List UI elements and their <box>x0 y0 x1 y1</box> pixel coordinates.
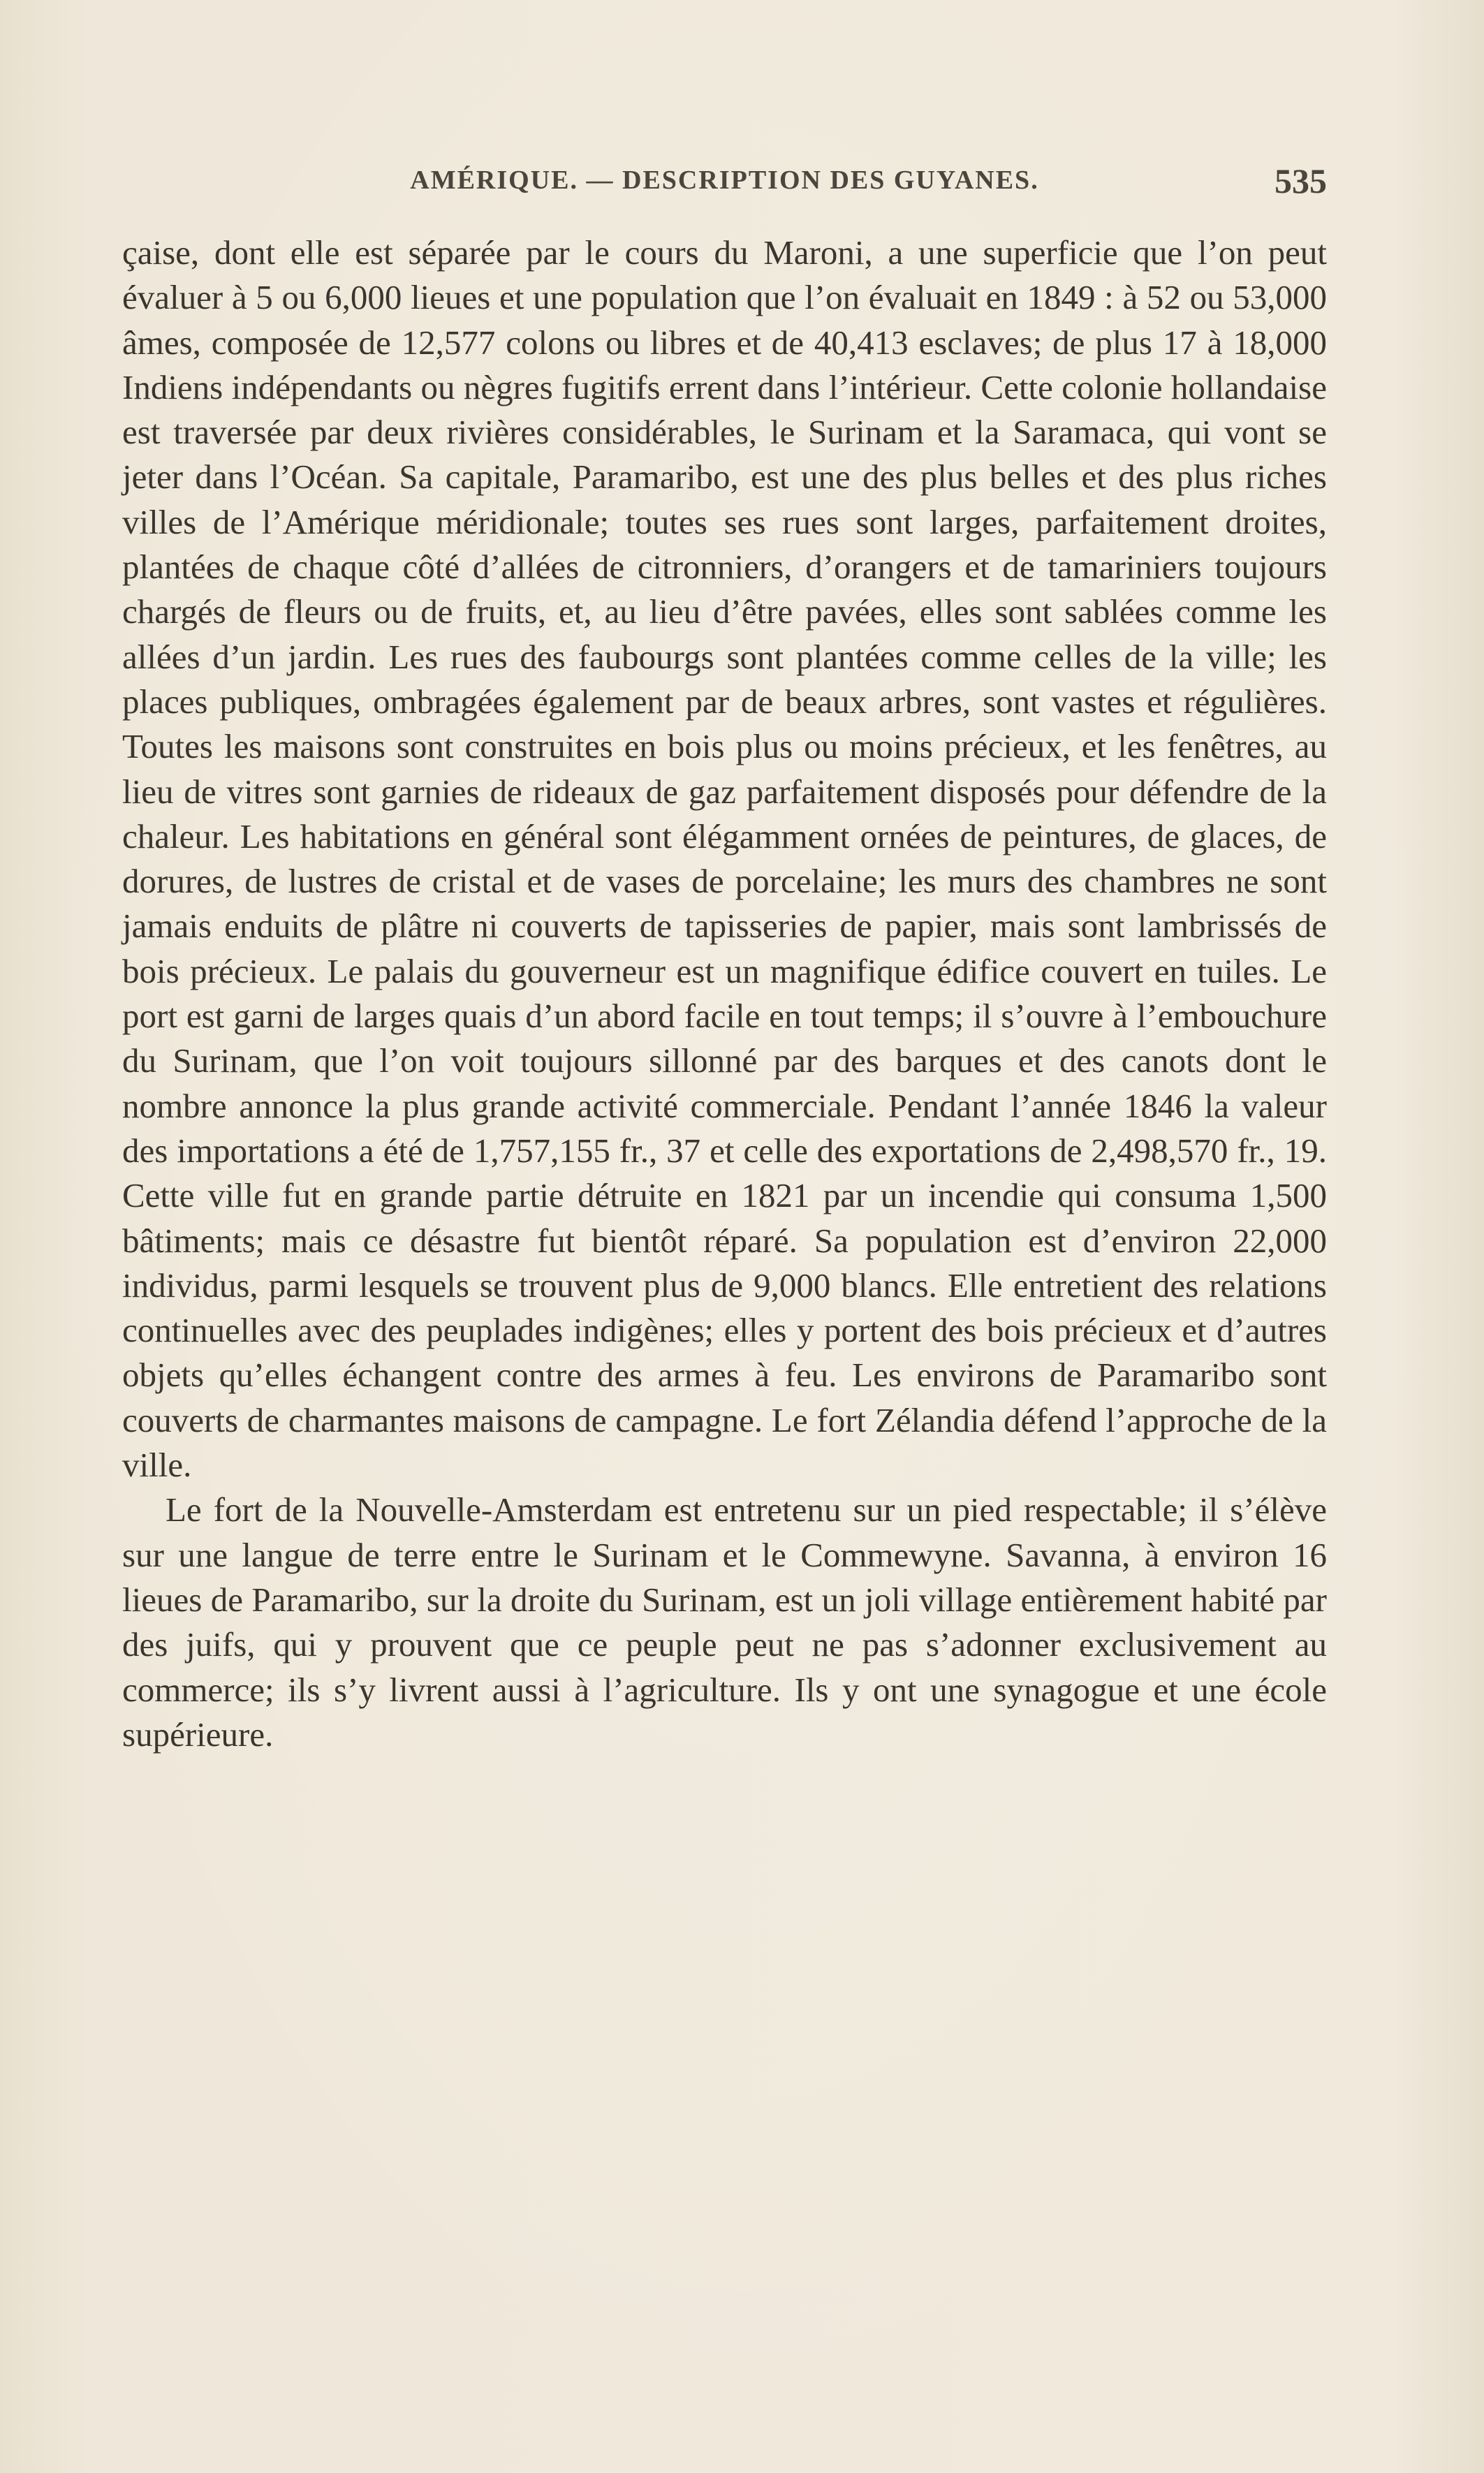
paragraph-1: çaise, dont elle est séparée par le cours du Maroni, a une superficie que l’on peut évaluer à 5 ou 6,000 lieues et une population que l’on évaluait en 1849 : à 52 ou 53,000 âmes, composée de 12,577 colons ou libres et de 40,413 esclaves; de plus 17 à 18,000 Indiens indépendants ou nègres fugitifs errent dans l’intérieur. Cette colonie hollandaise est traversée par deux rivières considérables, le Surinam et la Saramaca, qui vont se jeter dans l’Océan. Sa capitale, Paramaribo, est une des plus belles et des plus riches villes de l’Amérique méridionale; toutes ses rues sont larges, parfaitement droites, plantées de chaque côté d’allées de citronniers, d’orangers et de tamariniers toujours chargés de fleurs ou de fruits, et, au lieu d’être pavées, elles sont sablées comme les allées d’un jardin. Les rues des faubourgs sont plantées comme celles de la ville; les places publiques, ombragées également par de beaux arbres, sont vastes et régulières. Toutes les maisons sont construites en bois plus ou moins précieux, et les fenêtres, au lieu de vitres sont garnies de rideaux de gaz parfaitement disposés pour défendre de la chaleur. Les habitations en général sont élégamment ornées de peintures, de glaces, de dorures, de lustres de cristal et de vases de porcelaine; les murs des chambres ne sont jamais enduits de plâtre ni couverts de tapisseries de papier, mais sont lambrissés de bois précieux. Le palais du gouverneur est un magnifique édifice couvert en tuiles. Le port est garni de larges quais d’un abord facile en tout temps; il s’ouvre à l’embouchure du Surinam, que l’on voit toujours sillonné par des barques et des canots dont le nombre annonce la plus grande activité commerciale. Pendant l’année 1846 la valeur des importations a été de 1,757,155 fr., 37 et celle des exportations de 2,498,570 fr., 19. Cette ville fut en grande partie détruite en 1821 par un incendie qui consuma 1,500 bâtiments; mais ce désastre fut bientôt réparé. Sa population est d’environ 22,000 individus, parmi lesquels se trouvent plus de 9,000 blancs. Elle entretient des relations continuelles avec des peuplades indigènes; elles y portent des bois précieux et d’autres objets qu’elles échangent contre des armes à feu. Les environs de Paramaribo sont couverts de charmantes maisons de campagne. Le fort Zélandia défend l’approche de la ville. <box>122 233 1327 1485</box>
page-header <box>122 161 1327 214</box>
body-text <box>122 230 1327 1757</box>
page-number: 535 <box>1274 161 1327 200</box>
running-title: AMÉRIQUE. — DESCRIPTION DES GUYANES. <box>410 166 1039 195</box>
paragraph-2: Le fort de la Nouvelle-Amsterdam est entretenu sur un pied respectable; il s’élève sur une langue de terre entre le Surinam et le Commewyne. Savanna, à environ 16 lieues de Paramaribo, sur la droite du Surinam, est un joli village entièrement habité par des juifs, qui y prouvent que ce peuple peut ne pas s’adonner exclusivement au commerce; ils s’y livrent aussi à l’agriculture. Ils y ont une synagogue et une école supérieure. <box>122 1490 1327 1754</box>
